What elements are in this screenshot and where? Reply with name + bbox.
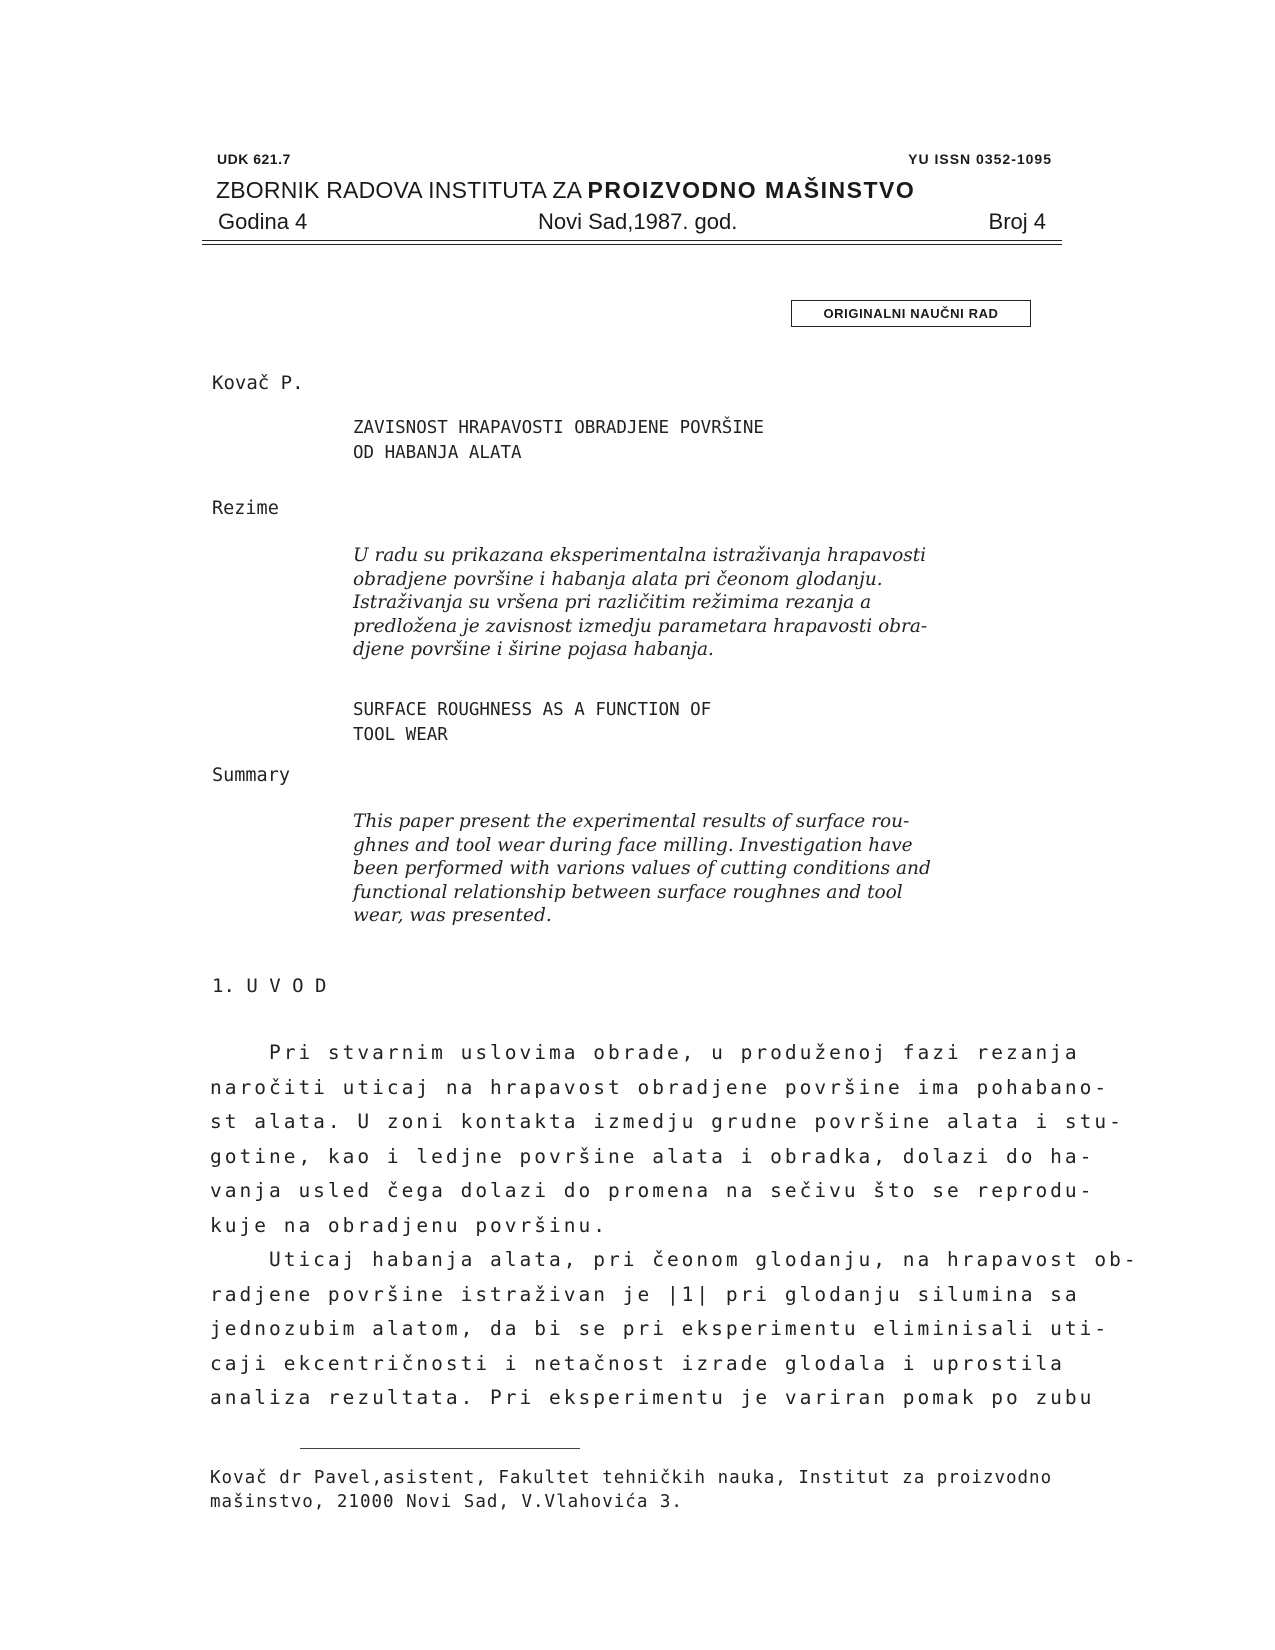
body-line: jednozubim alatom, da bi se pri eksperimentu eliminisali uti-	[210, 1317, 1110, 1340]
footnote-line: mašinstvo, 21000 Novi Sad, V.Vlahovića 3.	[210, 1492, 683, 1512]
body-line: kuje na obradjenu površinu.	[210, 1213, 608, 1237]
body-line: Uticaj habanja alata, pri čeonom glodanju, na hrapavost ob-	[210, 1248, 1139, 1271]
journal-title-bold: PROIZVODNO MAŠINSTVO	[587, 177, 916, 203]
udk-code: UDK 621.7	[217, 151, 291, 167]
summary-abstract	[353, 810, 1063, 928]
body-line: st alata. U zoni kontakta izmedju grudne površine alata i stu-	[210, 1110, 1124, 1133]
body-text	[210, 1036, 1139, 1416]
rezime-abstract	[353, 544, 1063, 662]
body-line: vanja usled čega dolazi do promena na sečivu što se reprodu-	[210, 1179, 1095, 1202]
paper-title-en-line: SURFACE ROUGHNESS AS A FUNCTION OF	[353, 700, 712, 720]
paper-title-sr	[353, 416, 764, 466]
abstract-line: predložena je zavisnost izmedju parametara hrapavosti obra-	[353, 615, 928, 637]
abstract-line: djene površine i širine pojasa habanja.	[353, 639, 714, 660]
header-rule-double	[202, 244, 1062, 245]
paper-title-sr-line: ZAVISNOST HRAPAVOSTI OBRADJENE POVRŠINE	[353, 418, 764, 438]
journal-title	[216, 177, 915, 204]
journal-issue: Broj 4	[988, 209, 1046, 234]
journal-title-prefix: ZBORNIK RADOVA INSTITUTA ZA	[216, 177, 581, 203]
summary-label: Summary	[212, 765, 290, 786]
body-line: gotine, kao i ledjne površine alata i obradka, dolazi do ha-	[210, 1144, 1095, 1168]
rezime-label: Rezime	[212, 498, 279, 519]
abstract-line: U radu su prikazana eksperimentalna istraživanja hrapavosti	[353, 545, 927, 566]
author-name: Kovač P.	[212, 372, 304, 394]
paper-title-sr-line: OD HABANJA ALATA	[353, 443, 522, 463]
paper-title-en	[353, 698, 711, 748]
section-heading: 1. U V O D	[212, 975, 327, 997]
header-rule	[202, 240, 1062, 241]
author-footnote	[210, 1466, 1052, 1514]
issn-code: YU ISSN 0352-1095	[908, 151, 1052, 167]
summary-line: wear, was presented.	[353, 905, 552, 926]
summary-line: functional relationship between surface roughnes and tool	[353, 881, 903, 903]
summary-line: ghnes and tool wear during face milling. Investigation have	[353, 834, 913, 856]
footnote-line: Kovač dr Pavel,asistent, Fakultet tehničkih nauka, Institut za proizvodno	[210, 1468, 1053, 1488]
body-line: radjene površine istraživan je |1| pri glodanju silumina sa	[210, 1282, 1080, 1306]
body-line: naročiti uticaj na hrapavost obradjene površine ima pohabano-	[210, 1075, 1110, 1099]
body-line: caji ekcentričnosti i netačnost izrade glodala i uprostila	[210, 1351, 1065, 1375]
summary-line: This paper present the experimental results of surface rou-	[353, 811, 910, 832]
journal-place-date: Novi Sad,1987. god.	[538, 209, 738, 234]
summary-line: been performed with varions values of cutting conditions and	[353, 858, 931, 879]
journal-year: Godina 4	[218, 209, 308, 234]
body-line: Pri stvarnim uslovima obrade, u produženoj fazi rezanja	[210, 1041, 1080, 1064]
journal-issue-line	[218, 209, 1058, 239]
body-line: analiza rezultata. Pri eksperimentu je variran pomak po zubu	[210, 1386, 1095, 1409]
abstract-line: Istraživanja su vršena pri različitim režimima rezanja a	[353, 592, 872, 613]
abstract-line: obradjene površine i habanja alata pri čeonom glodanju.	[353, 568, 883, 590]
paper-title-en-line: TOOL WEAR	[353, 725, 448, 745]
paper-type-badge: ORIGINALNI NAUČNI RAD	[791, 300, 1031, 327]
footnote-rule	[300, 1448, 580, 1449]
